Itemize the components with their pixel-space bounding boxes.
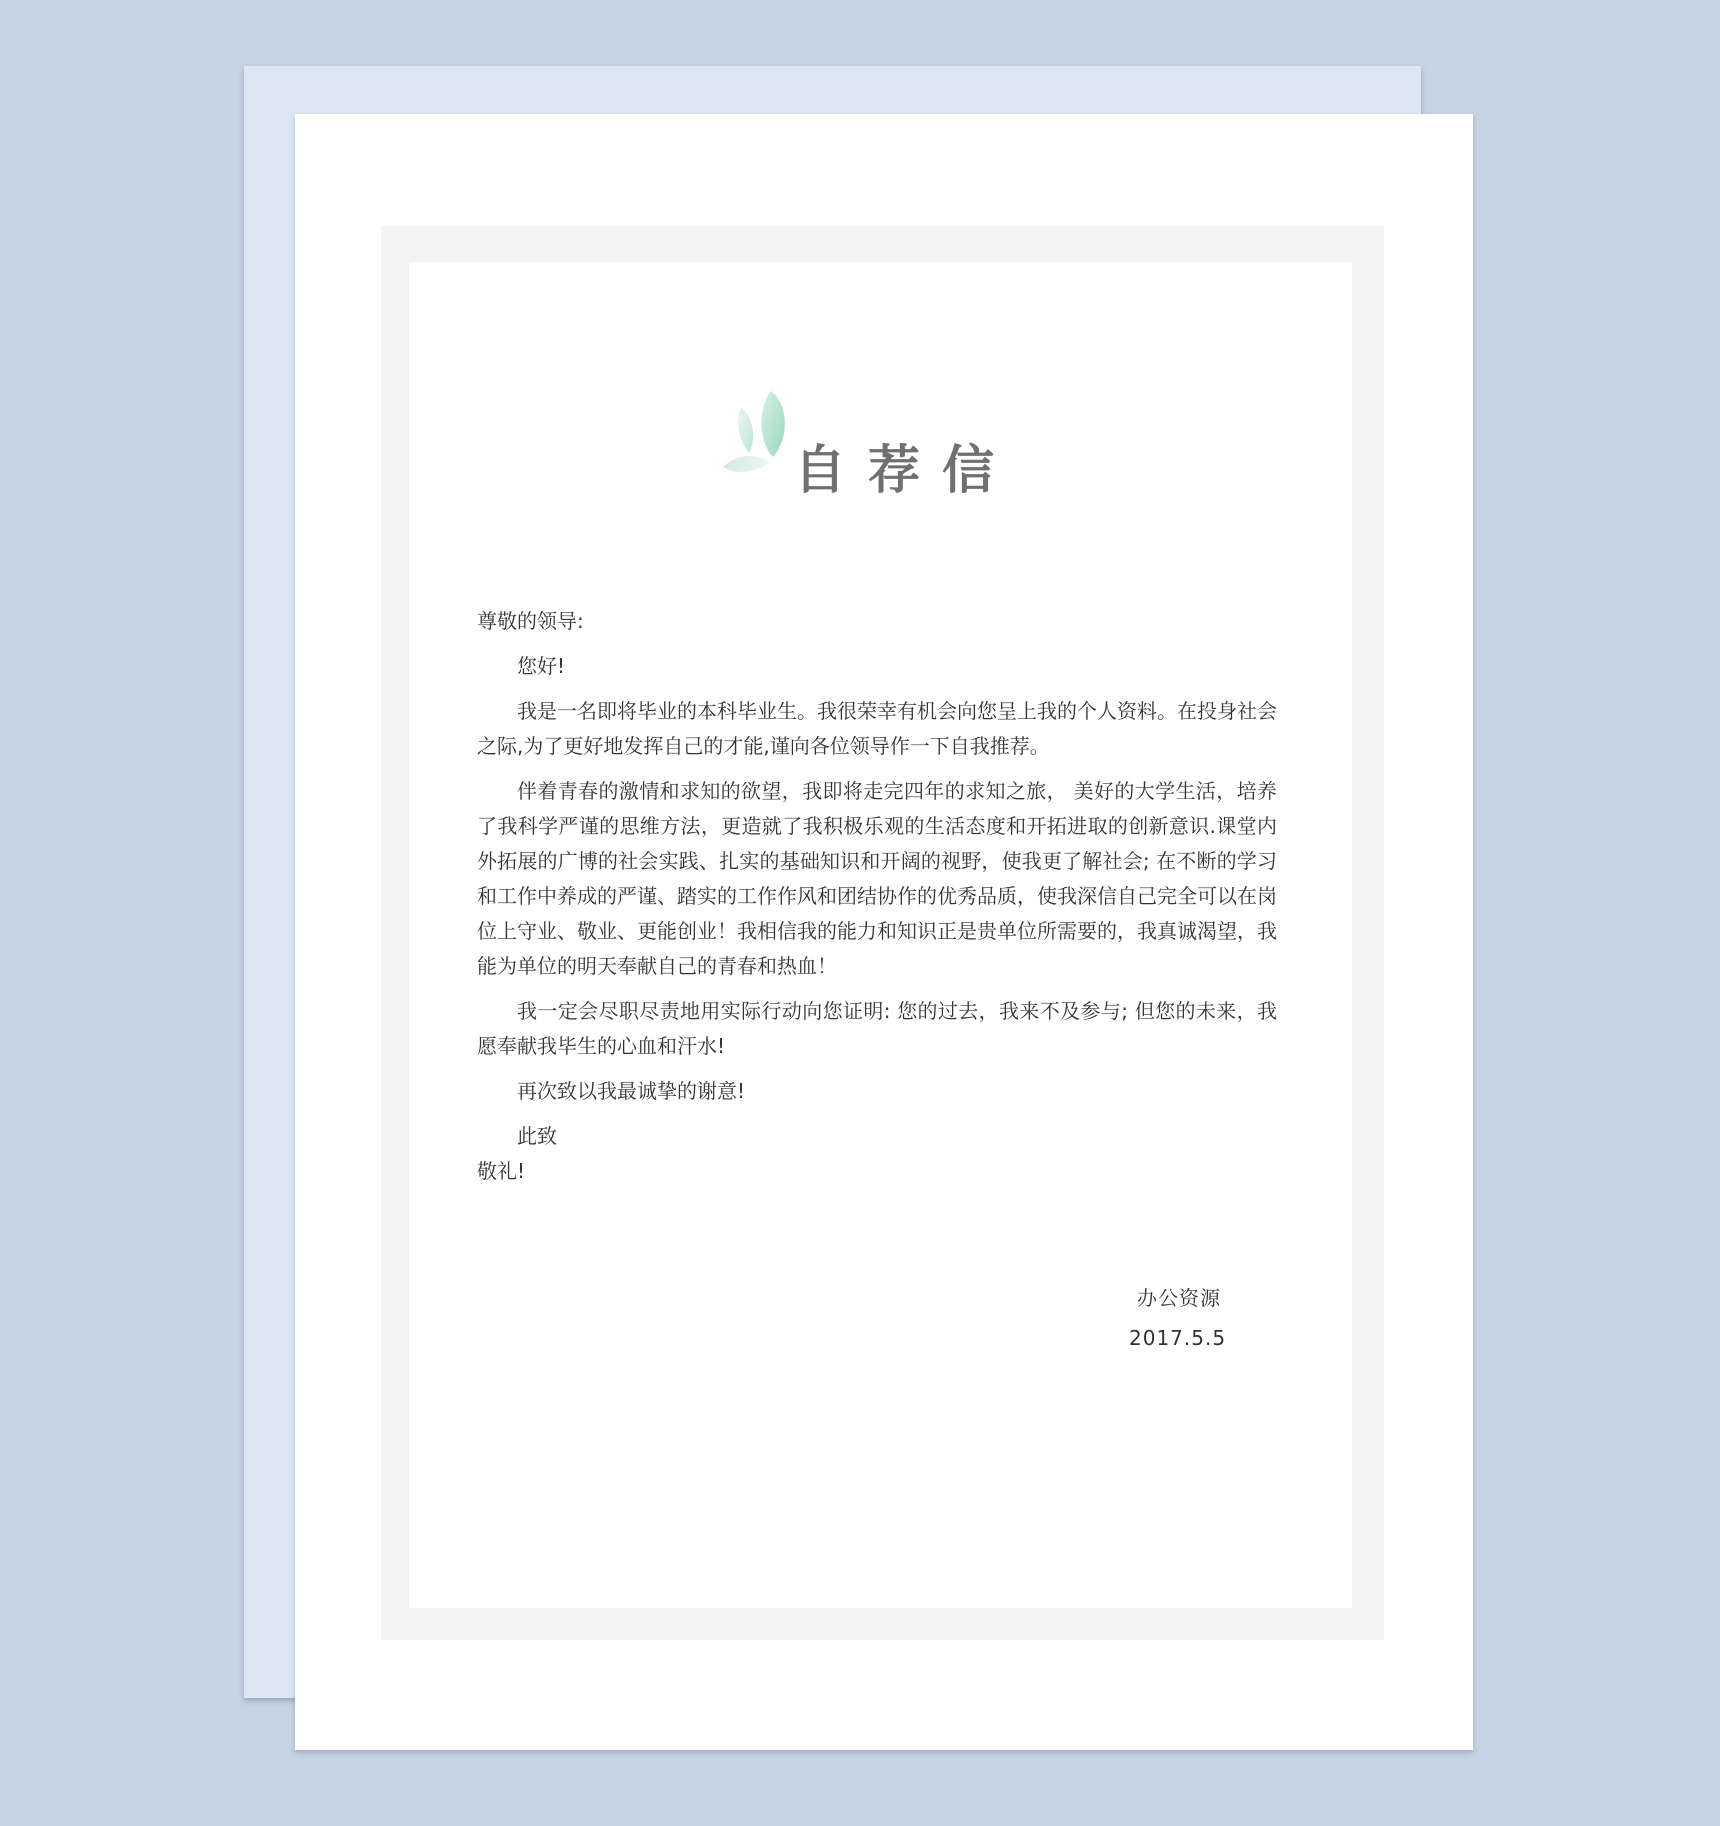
letter-content-area xyxy=(409,262,1352,1608)
letter-body xyxy=(477,604,1277,1189)
document-title: 自荐信 xyxy=(794,441,1017,501)
closing-line-1: 此致 xyxy=(517,1124,557,1148)
page-frame xyxy=(381,226,1384,1640)
letter-page xyxy=(295,114,1473,1750)
leaf-icon xyxy=(719,387,799,487)
signature-date: 2017.5.5 xyxy=(1129,1326,1227,1350)
paragraph-thanks: 再次致以我最诚挚的谢意! xyxy=(517,1079,746,1103)
closing-line-2: 敬礼! xyxy=(477,1159,526,1183)
paragraph-experience: 伴着青春的激情和求知的欲望，我即将走完四年的求知之旅， 美好的大学生活，培养了我科学严谨的思维方法，更造就了我积极乐观的生活态度和开拓进取的创新意识.课堂内外拓展的广博的社会实践、扎实的基础知识和开阔的视野，使我更了解社会; 在不断的学习和工作中养成的严谨、踏实的工作作风和团结协作的优秀品质，使我深信自己完全可以在岗位上守业、敬业、更能创业！我相信我的能力和知识正是贵单位所需要的，我真诚渴望，我能为单位的明天奉献自己的青春和热血！ xyxy=(477,779,1277,978)
signature-name: 办公资源 xyxy=(1137,1286,1221,1310)
salutation: 您好! xyxy=(517,654,566,678)
greeting: 尊敬的领导: xyxy=(477,609,584,633)
paragraph-commitment: 我一定会尽职尽责地用实际行动向您证明: 您的过去，我来不及参与; 但您的未来，我愿奉献我毕生的心血和汗水! xyxy=(477,999,1277,1058)
paragraph-intro: 我是一名即将毕业的本科毕业生。我很荣幸有机会向您呈上我的个人资料。在投身社会之际,为了更好地发挥自己的才能,谨向各位领导作一下自我推荐。 xyxy=(477,699,1277,758)
